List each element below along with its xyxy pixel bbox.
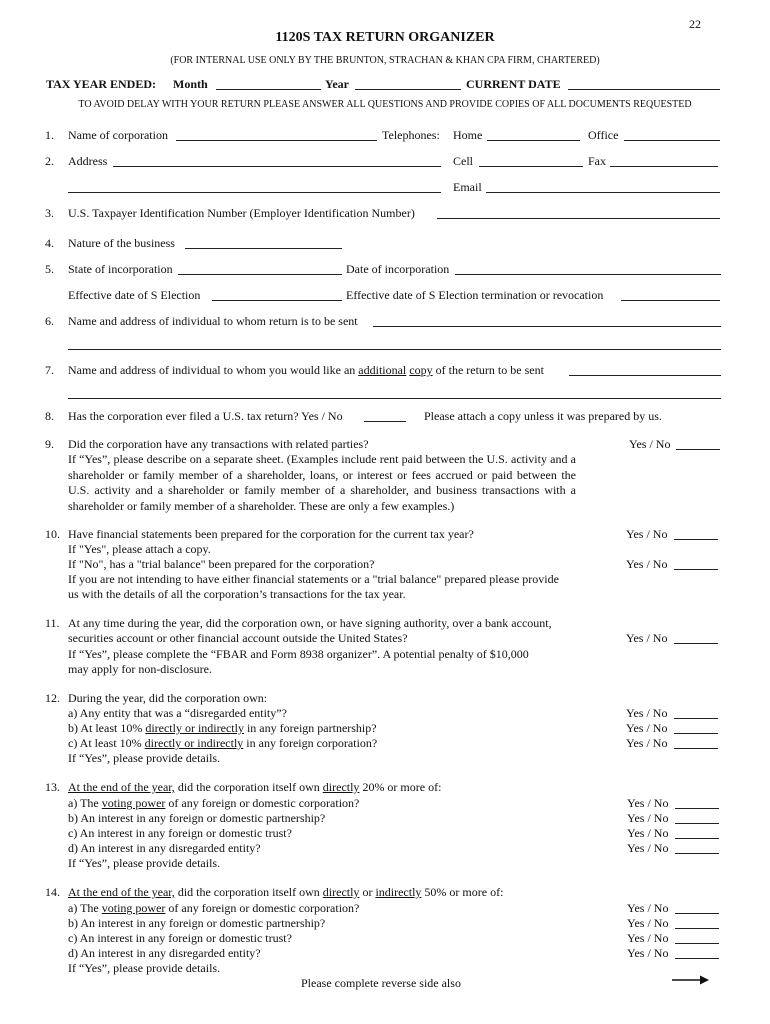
arrow-right-icon xyxy=(672,974,710,986)
return-recipient-field[interactable] xyxy=(373,326,721,327)
home-label: Home xyxy=(453,128,483,142)
q10-line2: If "Yes", please attach a copy. xyxy=(68,542,211,556)
page-title: 1120S TAX RETURN ORGANIZER xyxy=(275,30,495,45)
year-field[interactable] xyxy=(355,89,461,90)
corporation-name-field[interactable] xyxy=(176,140,377,141)
q12-b-yes-no: Yes / No xyxy=(626,721,668,735)
q13-d-yes-no: Yes / No xyxy=(627,841,669,855)
additional-copy-field[interactable] xyxy=(569,375,721,376)
q11-answer-field[interactable] xyxy=(674,643,718,644)
fax-field[interactable] xyxy=(610,166,718,167)
s-termination-label: Effective date of S Election termination or revocation xyxy=(346,288,604,302)
office-phone-field[interactable] xyxy=(624,140,720,141)
q10-yes-no: Yes / No xyxy=(626,527,668,541)
q13-details: If “Yes”, please provide details. xyxy=(68,856,221,870)
q10-answer-field[interactable] xyxy=(674,539,718,540)
q10-line3: If "No", has a "trial balance" been prepared for the corporation? xyxy=(68,557,375,571)
q10-line5: us with the details of all the corporation’s transactions for the tax year. xyxy=(68,587,406,601)
q11-line2: securities account or other financial account outside the United States? xyxy=(68,631,408,645)
q9-detail: If “Yes”, please describe on a separate sheet. (Examples include rent paid between the U.S. activity and a shareholder or family member of a shareholder, loans, or interest or fees accrued or paid between the U.S. activity and a shareholder or family member of a shareholder, and business transactions with a shareholder or family member of a shareholder. These are only a few examples.) xyxy=(68,452,576,513)
q9-yes-no: Yes / No xyxy=(629,437,671,451)
q2-label: Address xyxy=(68,154,108,168)
q12-a: a) Any entity that was a “disregarded entity”? xyxy=(68,706,287,720)
year-label: Year xyxy=(325,77,349,91)
q11-number: 11. xyxy=(45,616,60,630)
ein-field[interactable] xyxy=(437,218,720,219)
q10-trial-yes-no: Yes / No xyxy=(626,557,668,571)
q13-number: 13. xyxy=(45,780,60,794)
q14-c: c) An interest in any foreign or domestic trust? xyxy=(68,931,292,945)
page-number: 22 xyxy=(689,17,701,31)
q1-number: 1. xyxy=(45,128,54,142)
fax-label: Fax xyxy=(588,154,606,168)
q13-a-answer-field[interactable] xyxy=(675,808,719,809)
q14-a: a) The voting power of any foreign or domestic corporation? xyxy=(68,901,360,915)
q12-c-yes-no: Yes / No xyxy=(626,736,668,750)
q12-number: 12. xyxy=(45,691,60,705)
q8-note: Please attach a copy unless it was prepared by us. xyxy=(424,409,662,423)
firm-subtitle: (FOR INTERNAL USE ONLY BY THE BRUNTON, STRACHAN & KHAN CPA FIRM, CHARTERED) xyxy=(170,55,600,66)
q14-a-yes-no: Yes / No xyxy=(627,901,669,915)
additional-copy-field-line2[interactable] xyxy=(68,398,721,399)
q6-label: Name and address of individual to whom return is to be sent xyxy=(68,314,358,328)
q14-b-answer-field[interactable] xyxy=(675,928,719,929)
q13-question: At the end of the year, did the corporation itself own directly 20% or more of: xyxy=(68,780,442,794)
q13-c-answer-field[interactable] xyxy=(675,838,719,839)
q12-c: c) At least 10% directly or indirectly in any foreign corporation? xyxy=(68,736,378,750)
q1-label: Name of corporation xyxy=(68,128,168,142)
telephones-label: Telephones: xyxy=(382,128,440,142)
q14-c-answer-field[interactable] xyxy=(675,943,719,944)
q3-label: U.S. Taxpayer Identification Number (Employer Identification Number) xyxy=(68,206,415,220)
q12-a-yes-no: Yes / No xyxy=(626,706,668,720)
q11-yes-no: Yes / No xyxy=(626,631,668,645)
q8-number: 8. xyxy=(45,409,54,423)
q13-c-yes-no: Yes / No xyxy=(627,826,669,840)
return-recipient-field-line2[interactable] xyxy=(68,349,721,350)
q9-question: Did the corporation have any transactions with related parties? xyxy=(68,437,369,451)
q10-line4: If you are not intending to have either financial statements or a "trial balance" prepared please provide xyxy=(68,572,559,586)
office-label: Office xyxy=(588,128,619,142)
q11-line1: At any time during the year, did the corporation own, or have signing authority, over a bank account, xyxy=(68,616,552,630)
email-field[interactable] xyxy=(486,192,720,193)
q9-answer-field[interactable] xyxy=(676,449,720,450)
address-field-line1[interactable] xyxy=(113,166,441,167)
q12-b: b) At least 10% directly or indirectly in any foreign partnership? xyxy=(68,721,377,735)
q10-number: 10. xyxy=(45,527,60,541)
q11-line3: If “Yes”, please complete the “FBAR and Form 8938 organizer”. A potential penalty of $10,000 xyxy=(68,647,529,661)
tax-year-label: TAX YEAR ENDED: xyxy=(46,77,157,91)
business-nature-field[interactable] xyxy=(185,248,342,249)
q14-b: b) An interest in any foreign or domestic partnership? xyxy=(68,916,326,930)
cell-label: Cell xyxy=(453,154,473,168)
q13-b: b) An interest in any foreign or domestic partnership? xyxy=(68,811,326,825)
instruction-text: TO AVOID DELAY WITH YOUR RETURN PLEASE ANSWER ALL QUESTIONS AND PROVIDE COPIES OF ALL DOCUMENTS REQUESTED xyxy=(78,99,692,110)
q14-b-yes-no: Yes / No xyxy=(627,916,669,930)
q13-d-answer-field[interactable] xyxy=(675,853,719,854)
current-date-field[interactable] xyxy=(568,89,720,90)
q13-a: a) The voting power of any foreign or domestic corporation? xyxy=(68,796,360,810)
q14-a-answer-field[interactable] xyxy=(675,913,719,914)
current-date-label: CURRENT DATE xyxy=(466,77,561,91)
q13-b-yes-no: Yes / No xyxy=(627,811,669,825)
q13-c: c) An interest in any foreign or domestic trust? xyxy=(68,826,292,840)
q11-line4: may apply for non-disclosure. xyxy=(68,662,212,676)
date-incorporation-label: Date of incorporation xyxy=(346,262,450,276)
state-incorporation-field[interactable] xyxy=(178,274,342,275)
date-incorporation-field[interactable] xyxy=(455,274,721,275)
cell-phone-field[interactable] xyxy=(479,166,583,167)
email-label: Email xyxy=(453,180,482,194)
q5-number: 5. xyxy=(45,262,54,276)
state-incorporation-label: State of incorporation xyxy=(68,262,173,276)
q12-details: If “Yes”, please provide details. xyxy=(68,751,221,765)
q13-a-yes-no: Yes / No xyxy=(627,796,669,810)
footer-note: Please complete reverse side also xyxy=(301,976,461,990)
q12-question: During the year, did the corporation own: xyxy=(68,691,268,705)
home-phone-field[interactable] xyxy=(487,140,580,141)
q4-number: 4. xyxy=(45,236,54,250)
q8-answer-field[interactable] xyxy=(364,421,406,422)
q13-b-answer-field[interactable] xyxy=(675,823,719,824)
q9-number: 9. xyxy=(45,437,54,451)
s-election-label: Effective date of S Election xyxy=(68,288,201,302)
month-field[interactable] xyxy=(216,89,321,90)
q14-question: At the end of the year, did the corporation itself own directly or indirectly 50% or more of: xyxy=(68,885,504,899)
q14-d: d) An interest in any disregarded entity? xyxy=(68,946,261,960)
q4-label: Nature of the business xyxy=(68,236,175,250)
month-label: Month xyxy=(173,77,208,91)
q13-d: d) An interest in any disregarded entity? xyxy=(68,841,261,855)
address-field-line2[interactable] xyxy=(68,192,441,193)
s-termination-field[interactable] xyxy=(621,300,720,301)
q14-number: 14. xyxy=(45,885,60,899)
q3-number: 3. xyxy=(45,206,54,220)
q10-question: Have financial statements been prepared for the corporation for the current tax year? xyxy=(68,527,474,541)
q14-c-yes-no: Yes / No xyxy=(627,931,669,945)
q7-number: 7. xyxy=(45,363,54,377)
q8-question: Has the corporation ever filed a U.S. tax return? Yes / No xyxy=(68,409,343,423)
s-election-field[interactable] xyxy=(212,300,342,301)
q14-details: If “Yes”, please provide details. xyxy=(68,961,221,975)
q12-b-answer-field[interactable] xyxy=(674,733,718,734)
q2-number: 2. xyxy=(45,154,54,168)
q12-a-answer-field[interactable] xyxy=(674,718,718,719)
q14-d-answer-field[interactable] xyxy=(675,958,719,959)
q10-trial-answer-field[interactable] xyxy=(674,569,718,570)
q6-number: 6. xyxy=(45,314,54,328)
q7-label: Name and address of individual to whom you would like an additional copy of the return to be sent xyxy=(68,363,544,377)
q14-d-yes-no: Yes / No xyxy=(627,946,669,960)
q12-c-answer-field[interactable] xyxy=(674,748,718,749)
